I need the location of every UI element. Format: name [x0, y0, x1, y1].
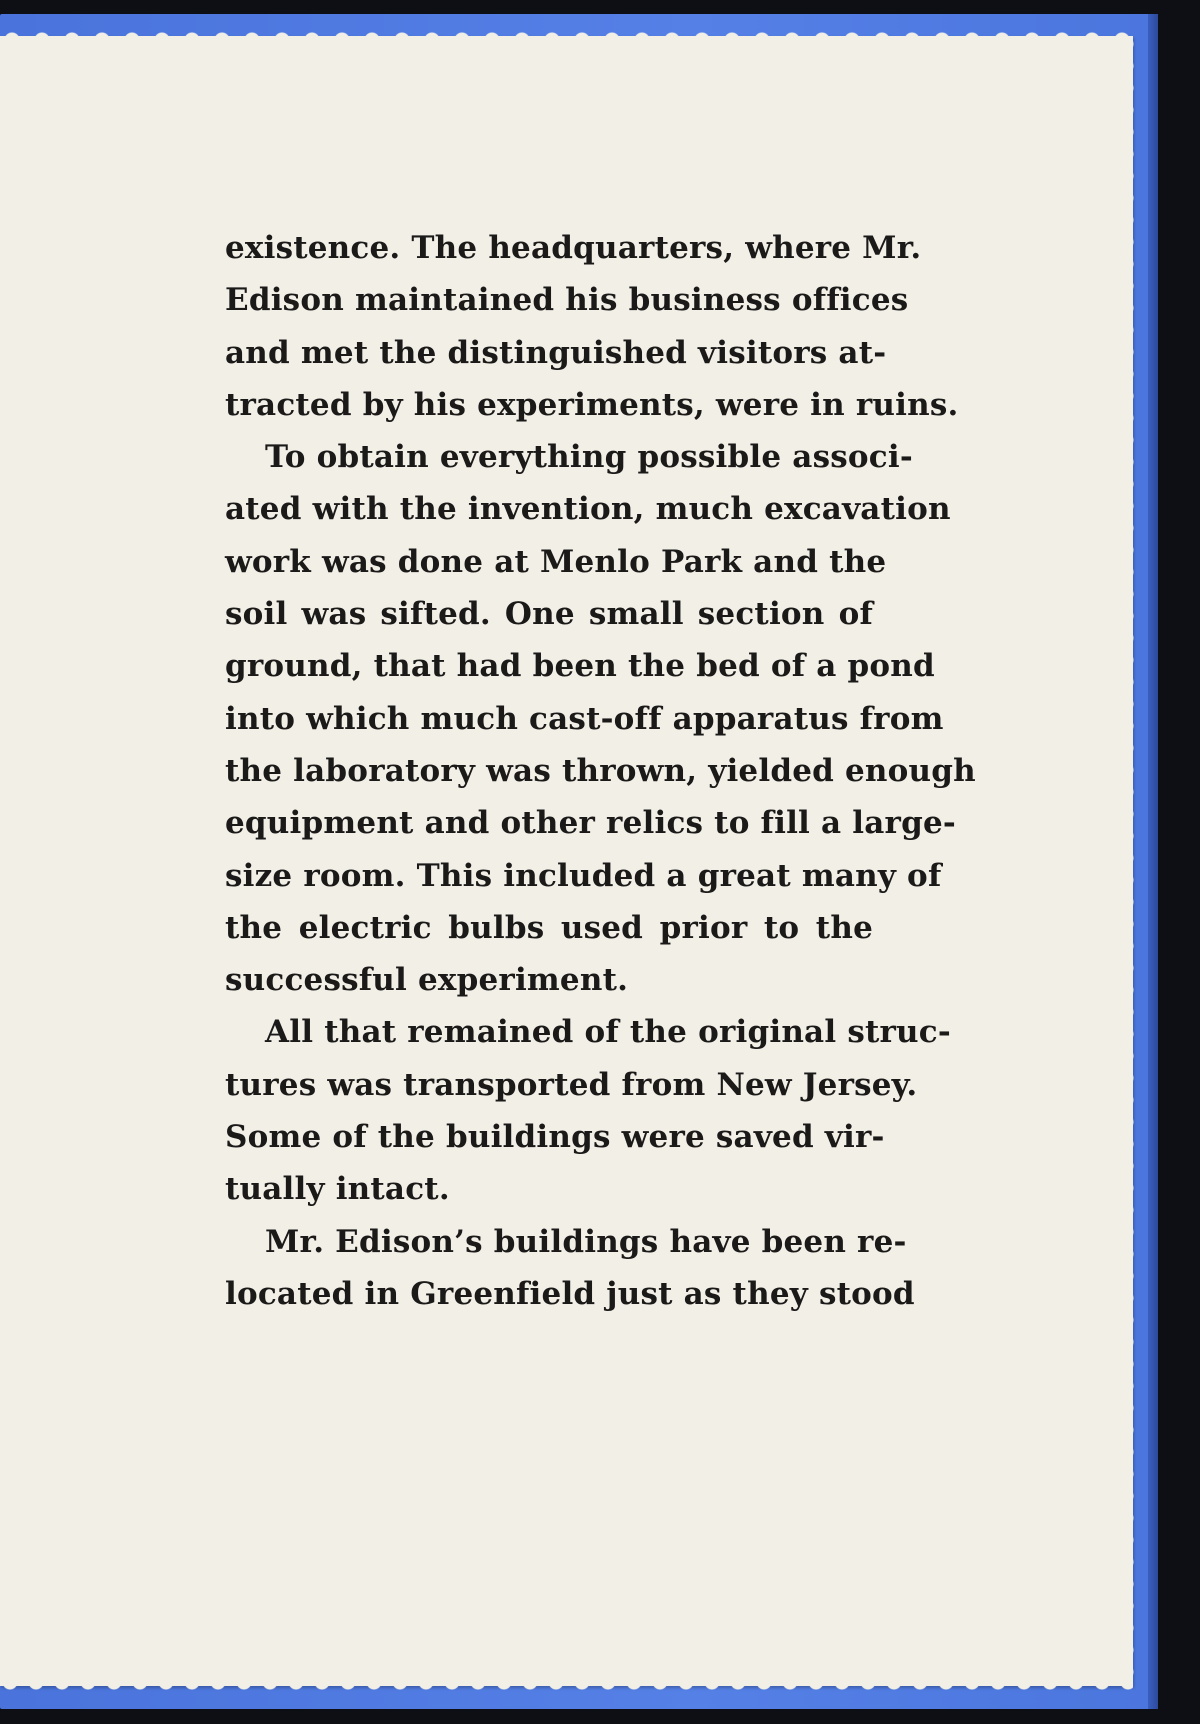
text-line: All that remained of the original struc-: [265, 1014, 951, 1051]
text-line: existence. The headquarters, where Mr.: [225, 230, 922, 266]
deckle-edge-right: [1127, 36, 1143, 1686]
text-line: Edison maintained his business offices: [225, 282, 909, 319]
body-text: [225, 222, 976, 1320]
text-line: tracted by his experiments, were in ruins.: [225, 386, 959, 423]
text-line: located in Greenfield just as they stood: [225, 1275, 915, 1312]
text-line: soil was sifted. One small section of: [225, 596, 873, 633]
deckle-edge-bottom: [0, 1682, 1133, 1694]
cover-edge: [1148, 14, 1158, 1709]
text-line: the electric bulbs used prior to the: [225, 909, 873, 946]
text-line: Some of the buildings were saved vir-: [225, 1119, 885, 1156]
text-line: size room. This included a great many of: [225, 857, 942, 894]
text-line: Mr. Edison’s buildings have been re-: [265, 1223, 907, 1260]
text-line: ated with the invention, much excavation: [225, 491, 951, 528]
text-line: work was done at Menlo Park and the: [225, 543, 887, 580]
text-line: the laboratory was thrown, yielded enough: [225, 752, 976, 789]
deckle-edge-top: [0, 30, 1133, 40]
text-line: successful experiment.: [225, 962, 629, 999]
text-line: ground, that had been the bed of a pond: [225, 648, 935, 685]
text-line: equipment and other relics to fill a large-: [225, 805, 956, 842]
text-line: into which much cast-off apparatus from: [225, 700, 944, 737]
text-line: tures was transported from New Jersey.: [225, 1066, 918, 1103]
text-line: tually intact.: [225, 1171, 450, 1208]
text-line: To obtain everything possible associ-: [265, 439, 913, 476]
text-line: and met the distinguished visitors at-: [225, 334, 887, 371]
